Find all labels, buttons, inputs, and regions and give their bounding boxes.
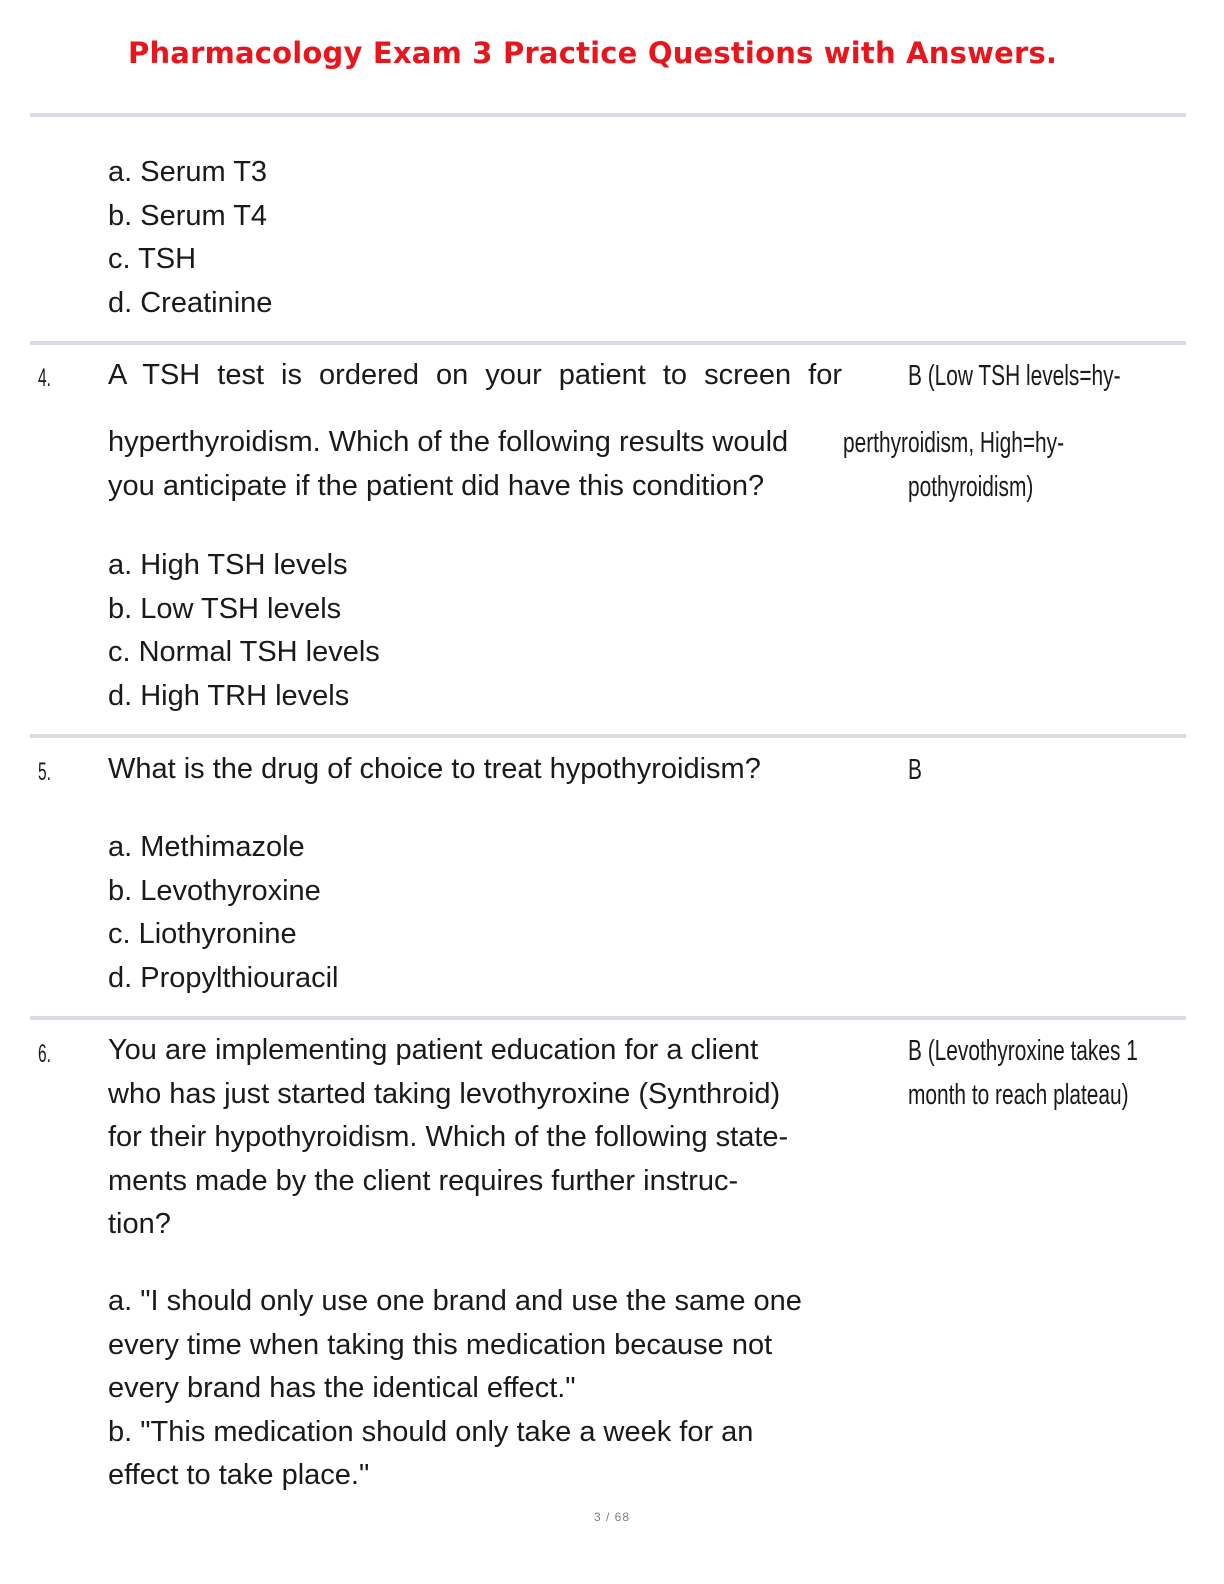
option-item: b. Low TSH levels <box>108 592 342 625</box>
question-text: What is the drug of choice to treat hypothyroidism? <box>108 753 761 785</box>
section-divider <box>30 113 1186 117</box>
answer-text: month to reach plateau) <box>908 1079 1129 1111</box>
page-indicator: 3 / 68 <box>593 1510 631 1524</box>
question-text-line: you anticipate if the patient did have this condition? <box>108 470 765 502</box>
question-text-line: tion? <box>108 1208 171 1240</box>
option-item: d. Propylthiouracil <box>108 961 339 994</box>
option-item: a. "I should only use one brand and use the same one <box>108 1285 802 1317</box>
q4-options <box>108 544 380 718</box>
q3-options <box>108 151 272 325</box>
option-item: every time when taking this medication because not <box>108 1328 773 1361</box>
question-number: 6. <box>38 1040 51 1068</box>
option-item: a. High TSH levels <box>108 549 348 581</box>
section-divider <box>30 734 1186 738</box>
option-item: c. TSH <box>108 243 197 275</box>
option-item: d. Creatinine <box>108 286 273 319</box>
q5-options <box>108 826 339 1000</box>
option-item: every brand has the identical effect." <box>108 1372 576 1404</box>
answer-text: B (Low TSH levels=hy- <box>908 360 1121 392</box>
option-item: effect to take place." <box>108 1459 370 1491</box>
q6-options <box>108 1280 802 1498</box>
section-divider <box>30 1016 1186 1020</box>
option-item: a. Serum T3 <box>108 156 268 188</box>
question-text-line: who has just started taking levothyroxine (Synthroid) <box>108 1077 781 1110</box>
option-item: c. Liothyronine <box>108 918 297 950</box>
option-item: c. Normal TSH levels <box>108 636 380 668</box>
answer-text: B (Levothyroxine takes 1 <box>908 1035 1138 1067</box>
answer-text: B <box>908 754 922 786</box>
answer-text: pothyroidism) <box>908 471 1034 503</box>
question-number: 5. <box>38 758 51 786</box>
option-item: a. Methimazole <box>108 831 305 863</box>
question-text <box>108 1029 888 1247</box>
question-text-line: A TSH test is ordered on your patient to screen for <box>108 359 842 391</box>
question-text-line: for their hypothyroidism. Which of the following state- <box>108 1121 789 1153</box>
option-item: b. Levothyroxine <box>108 874 321 907</box>
answer-text: perthyroidism, High=hy- <box>843 427 1065 459</box>
question-text-line: ments made by the client requires further instruc- <box>108 1164 739 1197</box>
option-item: d. High TRH levels <box>108 679 350 712</box>
option-item: b. Serum T4 <box>108 199 268 232</box>
question-number: 4. <box>38 364 51 392</box>
section-divider <box>30 341 1186 345</box>
document-title: Pharmacology Exam 3 Practice Questions with Answers. <box>128 36 1058 70</box>
question-text-line: hyperthyroidism. Which of the following results would <box>108 426 789 458</box>
question-text-line: You are implementing patient education for a client <box>108 1034 759 1066</box>
option-item: b. "This medication should only take a week for an <box>108 1415 754 1448</box>
